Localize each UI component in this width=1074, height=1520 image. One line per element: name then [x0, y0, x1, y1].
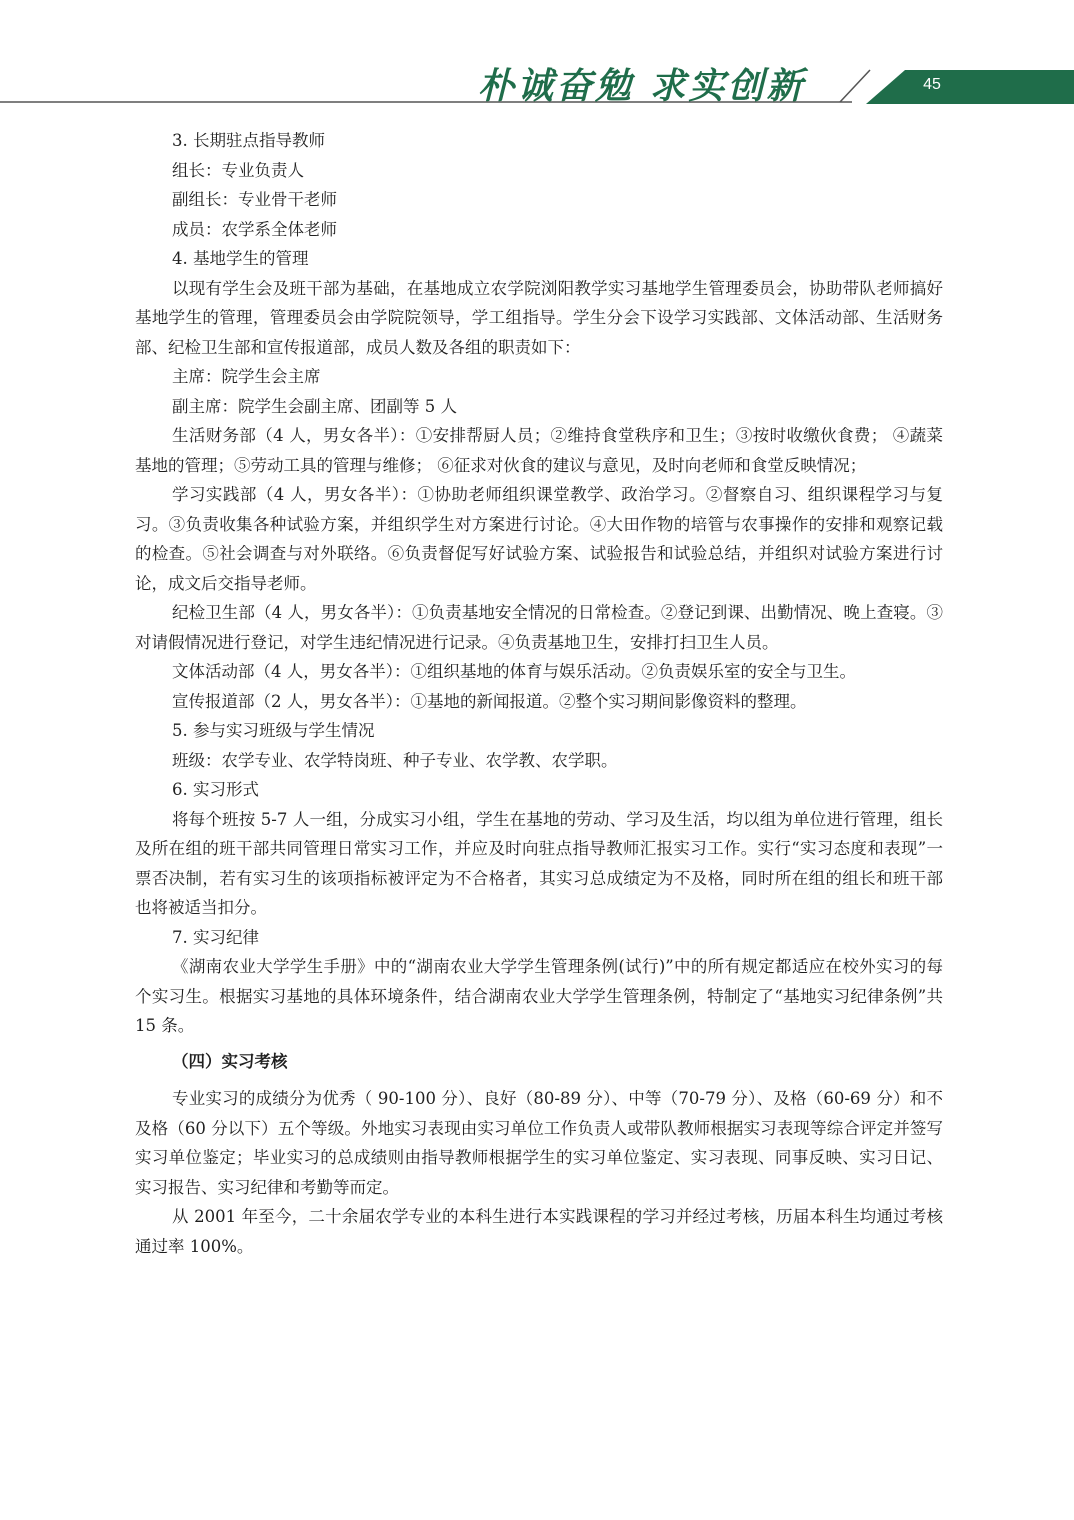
header-slogan: 朴诚奋勉 求实创新	[478, 65, 806, 107]
paragraph: 以现有学生会及班干部为基础，在基地成立农学院浏阳教学实习基地学生管理委员会，协助带队老师搞好基地学生的管理，管理委员会由学院院领导，学工组指导。学生分会下设学习实践部、文体活动部、生活财务部、纪检卫生部和宣传报道部，成员人数及各组的职责如下：	[135, 278, 943, 357]
paragraph: 将每个班按 5-7 人一组，分成实习小组，学生在基地的劳动、学习及生活，均以组为单位进行管理，组长及所在组的班干部共同管理日常实习工作，并应及时向驻点指导教师汇报实习工作。实行“实习态度和表现”一票否决制，若有实习生的该项指标被评定为不合格者，其实习总成绩定为不及格，同时所在组的组长和班干部也将被适当扣分。	[135, 809, 943, 917]
paragraph: 6. 实习形式	[172, 780, 259, 799]
paragraph: 5. 参与实习班级与学生情况	[172, 721, 375, 740]
paragraph: 4. 基地学生的管理	[172, 249, 309, 268]
paragraph: 生活财务部（4 人，男女各半）：①安排帮厨人员；②维持食堂秩序和卫生；③按时收缴伙食费； ④蔬菜基地的管理；⑤劳动工具的管理与维修； ⑥征求对伙食的建议与意见，及时向老师和食堂反映情况；	[135, 426, 943, 475]
page-header	[0, 0, 1074, 110]
paragraph: 专业实习的成绩分为优秀（ 90-100 分）、良好（80-89 分）、中等（70-79 分）、及格（60-69 分）和不及格（60 分以下）五个等级。外地实习表现由实习单位工作负责人或带队教师根据实习表现等综合评定并签写实习单位鉴定；毕业实习的总成绩则由指导教师根据学生的实习单位鉴定、实习表现、同事反映、实习日记、实习报告、实习纪律和考勤等而定。	[135, 1089, 943, 1197]
paragraph: 成员：农学系全体老师	[172, 219, 337, 239]
page-number: 45	[923, 76, 941, 93]
paragraph: 纪检卫生部（4 人，男女各半）：①负责基地安全情况的日常检查。②登记到课、出勤情况、晚上查寝。③对请假情况进行登记，对学生违纪情况进行记录。④负责基地卫生，安排打扫卫生人员。	[135, 603, 943, 652]
paragraph: 组长：专业负责人	[172, 160, 304, 180]
paragraph: 文体活动部（4 人，男女各半）：①组织基地的体育与娱乐活动。②负责娱乐室的安全与卫生。	[172, 662, 856, 681]
paragraph: 副主席：院学生会副主席、团副等 5 人	[172, 396, 457, 416]
header-slash	[840, 70, 870, 102]
paragraph: 主席：院学生会主席	[172, 367, 321, 386]
paragraph: 7. 实习纪律	[172, 927, 259, 947]
paragraph: 《湖南农业大学学生手册》中的“湖南农业大学学生管理条例(试行)”中的所有规定都适应在校外实习的每个实习生。根据实习基地的具体环境条件，结合湖南农业大学学生管理条例，特制定了“基地实习纪律条例”共 15 条。	[135, 957, 943, 1035]
section-heading: （四）实习考核	[172, 1051, 288, 1071]
body-content	[135, 126, 943, 1261]
paragraph: 从 2001 年至今，二十余届农学专业的本科生进行本实践课程的学习并经过考核，历届本科生均通过考核通过率 100%。	[135, 1207, 943, 1256]
page-number-tab	[866, 70, 1074, 104]
paragraph: 班级：农学专业、农学特岗班、种子专业、农学教、农学职。	[172, 750, 618, 770]
paragraph: 副组长：专业骨干老师	[172, 190, 337, 209]
paragraph: 宣传报道部（2 人，男女各半）：①基地的新闻报道。②整个实习期间影像资料的整理。	[172, 691, 807, 711]
paragraph: 学习实践部（4 人，男女各半）：①协助老师组织课堂教学、政治学习。②督察自习、组织课程学习与复习。③负责收集各种试验方案，并组织学生对方案进行讨论。④大田作物的培管与农事操作的安排和观察记载的检查。⑤社会调查与对外联络。⑥负责督促写好试验方案、试验报告和试验总结，并组织对试验方案进行讨论，成文后交指导老师。	[135, 485, 943, 593]
paragraph: 3. 长期驻点指导教师	[172, 131, 325, 150]
